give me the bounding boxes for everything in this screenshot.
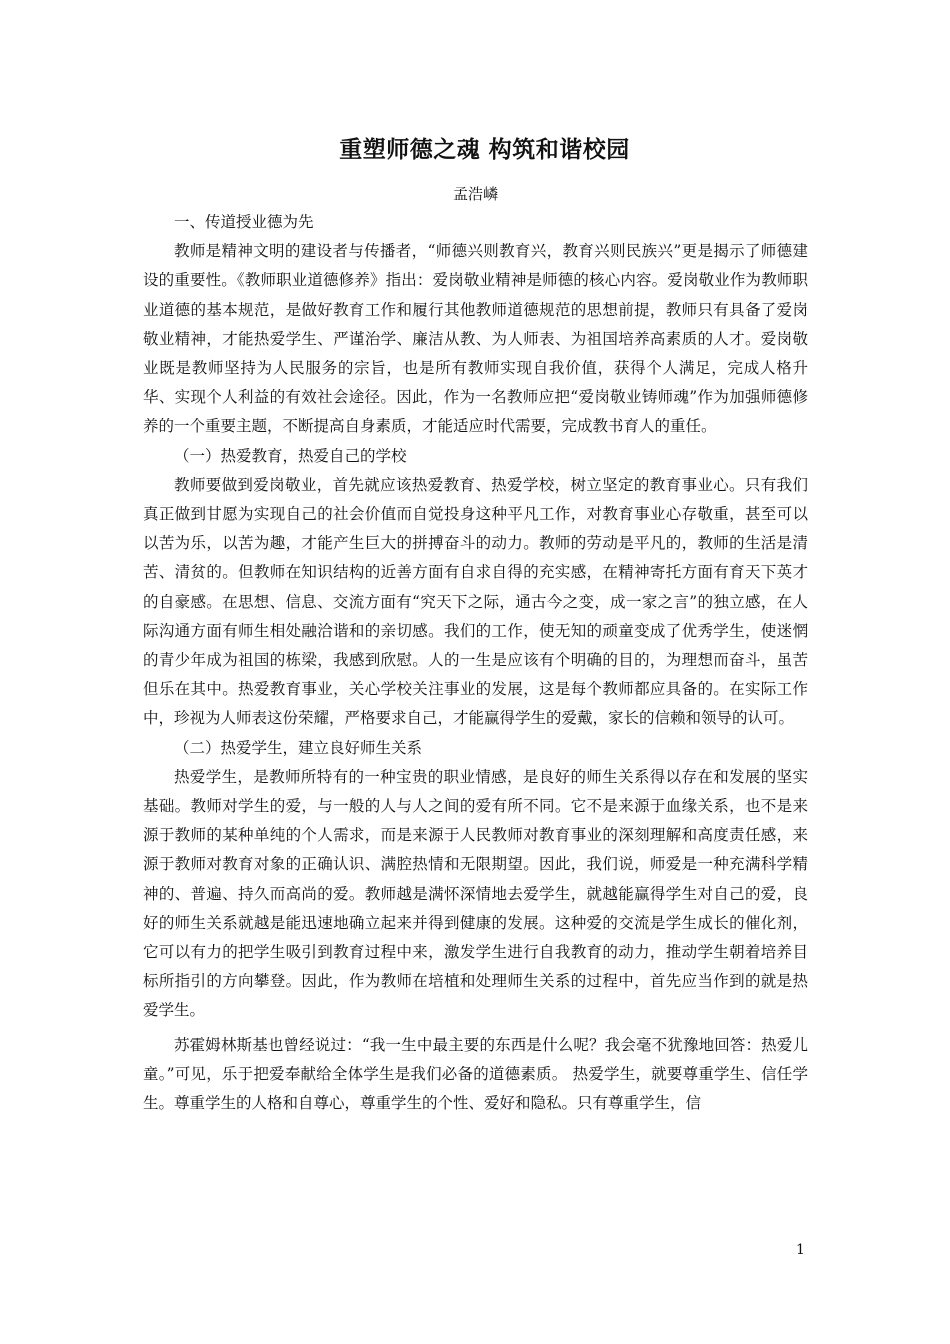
body-paragraph: 热爱学生，是教师所特有的一种宝贵的职业情感，是良好的师生关系得以存在和发展的坚实基础。教师对学生的爱，与一般的人与人之间的爱有所不同。它不是来源于血缘关系，也不是来源于教师的某种单纯的个人需求，而是来源于人民教师对教育事业的深刻理解和高度责任感，来源于教师对教育对象的正确认识、满腔热情和无限期望。因此，我们说，师爱是一种充满科学精神的、普遍、持久而高尚的爱。教师越是满怀深情地去爱学生，就越能赢得学生对自己的爱，良好的师生关系就越是能迅速地确立起来并得到健康的发展。这种爱的交流是学生成长的催化剂，它可以有力的把学生吸引到教育过程中来，激发学生进行自我教育的动力，推动学生朝着培养目标所指引的方向攀登。因此，作为教师在培植和处理师生关系的过程中，首先应当作到的就是热爱学生。 [143, 767, 808, 1020]
document-title: 重塑师德之魂 构筑和谐校园 [339, 136, 630, 163]
body-paragraph: 苏霍姆林斯基也曾经说过：“我一生中最主要的东西是什么呢？我会毫不犹豫地回答：热爱儿童。”可见，乐于把爱奉献给全体学生是我们必备的道德素质。 热爱学生，就要尊重学生、信任学生。尊重学生的人格和自尊心，尊重学生的个性、爱好和隐私。只有尊重学生，信 [143, 1035, 808, 1113]
subsection-heading: （二）热爱学生，建立良好师生关系 [174, 738, 423, 757]
body-paragraph: 教师要做到爱岗敬业，首先就应该热爱教育、热爱学校，树立坚定的教育事业心。只有我们真正做到甘愿为实现自己的社会价值而自觉投身这种平凡工作，对教育事业心存敬重，甚至可以以苦为乐，以苦为趣，才能产生巨大的拼搏奋斗的动力。教师的劳动是平凡的，教师的生活是清苦、清贫的。但教师在知识结构的近善方面有自求自得的充实感，在精神寄托方面有育天下英才的自豪感。在思想、信息、交流方面有“究天下之际，通古今之变，成一家之言”的独立感，在人际沟通方面有师生相处融洽谐和的亲切感。我们的工作，使无知的顽童变成了优秀学生，使迷惘的青少年成为祖国的栋梁，我感到欣慰。人的一生是应该有个明确的目的，为理想而奋斗，虽苦但乐在其中。热爱教育事业，关心学校关注事业的发展，这是每个教师都应具备的。在实际工作中，珍视为人师表这份荣耀，严格要求自己，才能赢得学生的爱戴，家长的信赖和领导的认可。 [143, 475, 808, 728]
body-paragraph: 教师是精神文明的建设者与传播者，“师德兴则教育兴，教育兴则民族兴”更是揭示了师德建设的重要性。《教师职业道德修养》指出：爱岗敬业精神是师德的核心内容。爱岗敬业作为教师职业道德的基本规范，是做好教育工作和履行其他教师道德规范的思想前提，教师只有具备了爱岗敬业精神，才能热爱学生、严谨治学、廉洁从教、为人师表、为祖国培养高素质的人才。爱岗敬业既是教师坚持为人民服务的宗旨，也是所有教师实现自我价值，获得个人满足，完成人格升华、实现个人利益的有效社会途径。因此，作为一名教师应把“爱岗敬业铸师魂”作为加强师德修养的一个重要主题，不断提高自身素质，才能适应时代需要，完成教书育人的重任。 [143, 242, 808, 436]
subsection-heading: （一）热爱教育，热爱自己的学校 [174, 446, 407, 465]
page-number: 1 [796, 1242, 805, 1258]
document-author: 孟浩嶙 [452, 185, 498, 203]
document-body [143, 130, 808, 1118]
section-heading: 一、传道授业德为先 [174, 213, 314, 231]
